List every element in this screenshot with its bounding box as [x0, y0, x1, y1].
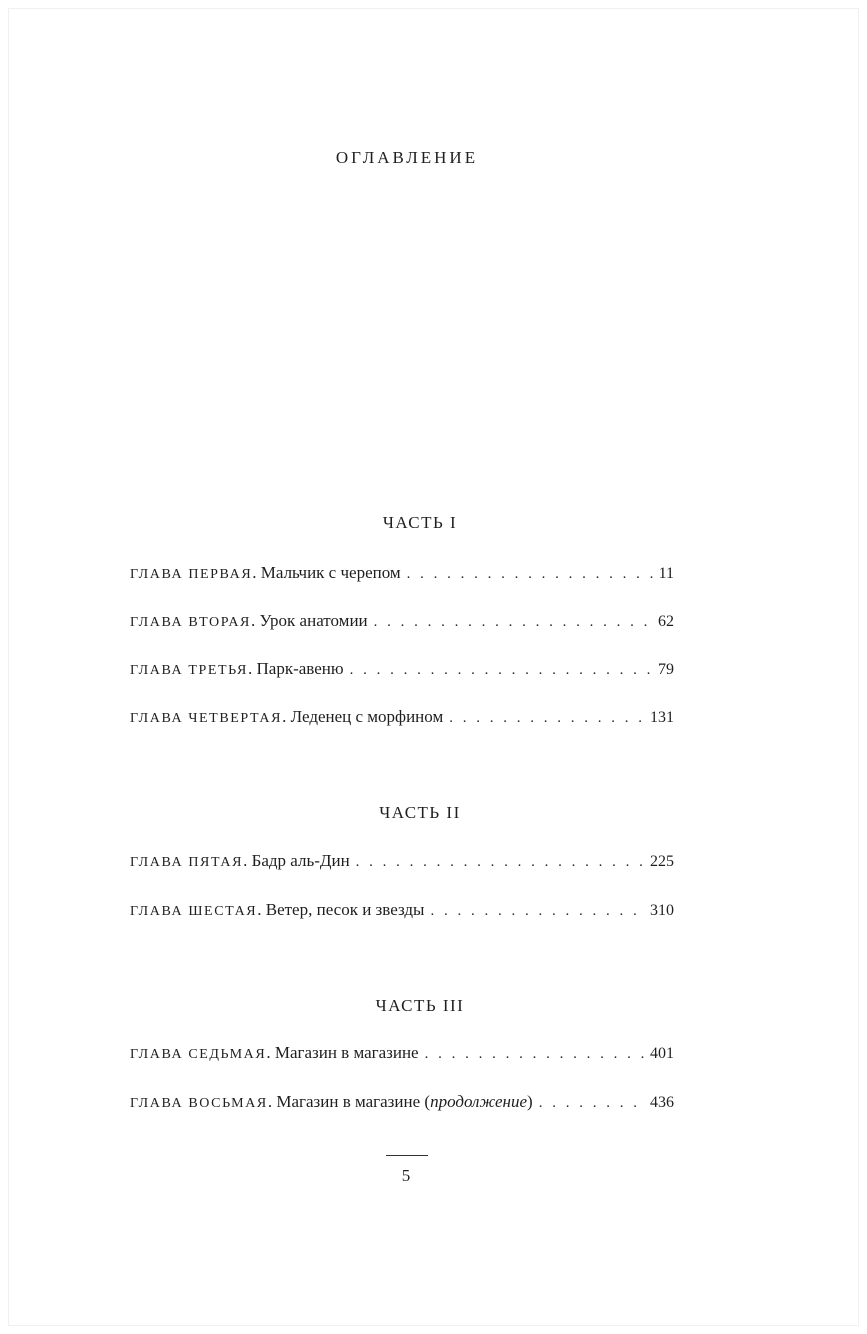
dot-leader [407, 566, 653, 583]
chapter-label: ГЛАВА ТРЕТЬЯ [130, 663, 248, 678]
chapter-label: ГЛАВА ПЯТАЯ [130, 855, 244, 870]
footer-rule [386, 1155, 428, 1156]
chapter-label: ГЛАВА ШЕСТАЯ [130, 904, 258, 919]
toc-entry [130, 900, 674, 926]
chapter-label: ГЛАВА ВОСЬМАЯ [130, 1096, 268, 1111]
dot-leader [350, 662, 652, 679]
toc-entry [130, 1043, 674, 1069]
toc-entry [130, 611, 674, 637]
toc-entry [130, 563, 674, 589]
dot-leader [425, 1046, 644, 1063]
chapter-label: ГЛАВА ЧЕТВЕРТАЯ [130, 711, 283, 726]
toc-entry [130, 1092, 674, 1118]
chapter-page-number: 11 [658, 565, 674, 582]
toc-entry [130, 707, 674, 733]
chapter-title: . Леденец с морфином [282, 707, 444, 726]
dot-leader [430, 903, 644, 920]
chapter-page-number: 131 [650, 709, 674, 726]
toc-entry [130, 659, 674, 685]
chapter-label: ГЛАВА СЕДЬМАЯ [130, 1047, 267, 1062]
page-number: 5 [401, 1166, 411, 1185]
chapter-page-number: 310 [650, 902, 674, 919]
toc-title: ОГЛАВЛЕНИЕ [335, 148, 479, 167]
dot-leader [356, 854, 644, 871]
chapter-label: ГЛАВА ПЕРВАЯ [130, 567, 253, 582]
part-heading-1: ЧАСТЬ I [382, 513, 458, 532]
chapter-title-note: продолжение [430, 1092, 528, 1111]
chapter-page-number: 401 [650, 1045, 674, 1062]
chapter-title: . Урок анатомии [251, 611, 368, 630]
chapter-title: . Бадр аль-Дин [243, 851, 350, 870]
dot-leader [449, 710, 644, 727]
chapter-page-number: 225 [650, 853, 674, 870]
chapter-title: . Мальчик с черепом [252, 563, 401, 582]
chapter-label: ГЛАВА ВТОРАЯ [130, 615, 251, 630]
chapter-title: . Парк-авеню [248, 659, 344, 678]
dot-leader [539, 1095, 644, 1112]
chapter-page-number: 79 [658, 661, 674, 678]
chapter-title: . Магазин в магазине [266, 1043, 419, 1062]
toc-entry [130, 851, 674, 877]
chapter-title: . Ветер, песок и звезды [257, 900, 425, 919]
chapter-title: . Магазин в магазине (продолжение) [267, 1092, 533, 1111]
chapter-page-number: 62 [658, 613, 674, 630]
chapter-page-number: 436 [650, 1094, 674, 1111]
part-heading-2: ЧАСТЬ II [379, 803, 461, 822]
part-heading-3: ЧАСТЬ III [375, 996, 465, 1015]
dot-leader [374, 614, 652, 631]
